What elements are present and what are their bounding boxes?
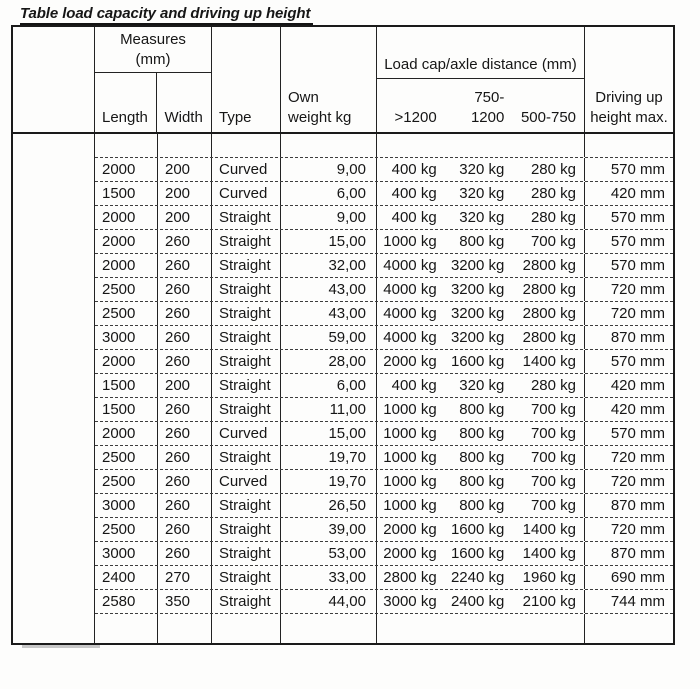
cap-750-1200-cell: 320 kg: [459, 208, 505, 226]
own-weight-cell: 33,00: [281, 566, 377, 589]
length-cell: 2500: [95, 518, 158, 541]
cap-750-1200-cell: 800 kg: [459, 448, 505, 466]
cap-gt1200-cell: 400 kg: [391, 376, 437, 394]
driving-height-cell: 744 mm: [610, 593, 665, 610]
own-weight-cell: 26,50: [281, 494, 377, 517]
table-row: [95, 374, 673, 398]
driving-line2: height max.: [590, 109, 668, 126]
length-cell: 2000: [95, 158, 158, 181]
width-cell: 260: [158, 302, 212, 325]
table-row: [95, 206, 673, 230]
length-cell: 2500: [95, 470, 158, 493]
width-cell: 260: [158, 230, 212, 253]
width-cell: 260: [158, 494, 212, 517]
cap-750-1200-cell: 800 kg: [459, 400, 505, 418]
type-cell: Straight: [212, 326, 281, 349]
length-cell: 2000: [95, 206, 158, 229]
table-row: [95, 230, 673, 254]
cap-750-1200-cell: 1600 kg: [450, 520, 505, 538]
header-empty-cell: [13, 27, 95, 132]
driving-height-cell: 420 mm: [610, 185, 665, 202]
header-length: Length: [95, 73, 157, 132]
table-row: [95, 254, 673, 278]
length-cell: 2000: [95, 422, 158, 445]
width-cell: 350: [158, 590, 212, 613]
cap-500-750-cell: 700 kg: [530, 448, 577, 466]
table-row: [95, 302, 673, 326]
driving-height-cell: 870 mm: [610, 545, 665, 562]
length-cell: 2500: [95, 302, 158, 325]
cap-gt1200-cell: 4000 kg: [383, 280, 437, 298]
cap-750-1200-cell: 800 kg: [459, 232, 505, 250]
cap-gt1200-cell: 2000 kg: [383, 352, 437, 370]
own-weight-cell: 44,00: [281, 590, 377, 613]
cap-gt1200-cell: 2000 kg: [383, 520, 437, 538]
type-cell: Straight: [212, 254, 281, 277]
cap-500-750-cell: 280 kg: [530, 184, 577, 202]
table-row: [95, 494, 673, 518]
length-cell: 2000: [95, 350, 158, 373]
length-cell: 3000: [95, 326, 158, 349]
type-cell: Straight: [212, 374, 281, 397]
length-cell: 1500: [95, 398, 158, 421]
cap-500-750-cell: 2100 kg: [522, 592, 577, 610]
width-cell: 200: [158, 158, 212, 181]
cap-gt1200-cell: 400 kg: [391, 208, 437, 226]
cap-500-750-cell: 700 kg: [530, 496, 577, 514]
cap-gt1200-cell: 1000 kg: [383, 472, 437, 490]
cap-750-1200-cell: 2240 kg: [450, 568, 505, 586]
type-cell: Curved: [212, 470, 281, 493]
length-cell: 3000: [95, 494, 158, 517]
type-cell: Curved: [212, 182, 281, 205]
own-weight-cell: 28,00: [281, 350, 377, 373]
width-cell: 260: [158, 518, 212, 541]
type-cell: Straight: [212, 590, 281, 613]
driving-height-cell: 720 mm: [610, 473, 665, 490]
cap-gt1200-cell: 1000 kg: [383, 232, 437, 250]
length-cell: 2400: [95, 566, 158, 589]
cap-750-1200-cell: 320 kg: [459, 160, 505, 178]
measures-unit: (mm): [135, 51, 171, 68]
own-weight-cell: 32,00: [281, 254, 377, 277]
width-cell: 200: [158, 182, 212, 205]
cap-gt1200-cell: 4000 kg: [383, 328, 437, 346]
header-own-weight: [281, 27, 377, 132]
cap-500-750-cell: 700 kg: [530, 472, 577, 490]
length-cell: 2000: [95, 254, 158, 277]
width-cell: 260: [158, 326, 212, 349]
page-title: Table load capacity and driving up height: [20, 5, 313, 25]
length-cell: 1500: [95, 374, 158, 397]
cap-750-1200-cell: 2400 kg: [450, 592, 505, 610]
driving-height-cell: 570 mm: [610, 209, 665, 226]
header-measures-group: [95, 27, 212, 132]
own-weight-cell: 6,00: [281, 182, 377, 205]
cap-gt1200-cell: 4000 kg: [383, 304, 437, 322]
type-cell: Straight: [212, 350, 281, 373]
own-weight-cell: 59,00: [281, 326, 377, 349]
cap-500-750-cell: 700 kg: [530, 424, 577, 442]
type-cell: Straight: [212, 302, 281, 325]
cap-750-1200-cell: 1600 kg: [450, 544, 505, 562]
header-loadcap-group: [377, 27, 585, 132]
header-axle-750-1200: 750- 1200: [470, 89, 505, 126]
table-row: [95, 326, 673, 350]
cap-750-1200-cell: 1600 kg: [450, 352, 505, 370]
width-cell: 260: [158, 278, 212, 301]
width-cell: 260: [158, 446, 212, 469]
cap-gt1200-cell: 1000 kg: [383, 424, 437, 442]
own-weight-line2: weight kg: [288, 109, 352, 126]
table-row: [95, 518, 673, 542]
driving-height-cell: 720 mm: [610, 449, 665, 466]
cap-750-1200-cell: 3200 kg: [450, 256, 505, 274]
header-driving-height: [585, 27, 673, 132]
type-cell: Straight: [212, 542, 281, 565]
table-row: [95, 158, 673, 182]
cap-750-1200-cell: 320 kg: [459, 184, 505, 202]
type-cell: Straight: [212, 494, 281, 517]
cap-500-750-cell: 2800 kg: [522, 256, 577, 274]
own-weight-cell: 43,00: [281, 302, 377, 325]
cap-gt1200-cell: 1000 kg: [383, 400, 437, 418]
width-cell: 260: [158, 398, 212, 421]
cap-gt1200-cell: 3000 kg: [383, 592, 437, 610]
driving-height-cell: 570 mm: [610, 425, 665, 442]
type-cell: Straight: [212, 398, 281, 421]
cap-500-750-cell: 1960 kg: [522, 568, 577, 586]
width-cell: 260: [158, 350, 212, 373]
header-loadcap-label: Load cap/axle distance (mm): [377, 27, 584, 79]
driving-height-cell: 420 mm: [610, 401, 665, 418]
table-header: [13, 27, 673, 134]
table-row: [95, 398, 673, 422]
own-weight-cell: 11,00: [281, 398, 377, 421]
own-weight-cell: 53,00: [281, 542, 377, 565]
load-capacity-table: [11, 25, 675, 645]
own-weight-cell: 15,00: [281, 422, 377, 445]
cap-750-1200-cell: 320 kg: [459, 376, 505, 394]
width-cell: 200: [158, 374, 212, 397]
table-row: [95, 590, 673, 614]
driving-height-cell: 870 mm: [610, 329, 665, 346]
cap-500-750-cell: 1400 kg: [522, 352, 577, 370]
header-measures: [95, 27, 211, 73]
cap-gt1200-cell: 400 kg: [391, 160, 437, 178]
cap-500-750-cell: 1400 kg: [522, 544, 577, 562]
scan-artifact-line: [22, 645, 100, 648]
driving-height-cell: 720 mm: [610, 305, 665, 322]
length-cell: 2500: [95, 446, 158, 469]
own-weight-cell: 9,00: [281, 158, 377, 181]
own-weight-line1: Own: [288, 89, 319, 106]
cap-gt1200-cell: 1000 kg: [383, 448, 437, 466]
type-cell: Straight: [212, 518, 281, 541]
width-cell: 260: [158, 254, 212, 277]
header-type: Type: [212, 27, 281, 132]
driving-height-cell: 570 mm: [610, 257, 665, 274]
driving-height-cell: 690 mm: [610, 569, 665, 586]
own-weight-cell: 9,00: [281, 206, 377, 229]
cap-gt1200-cell: 4000 kg: [383, 256, 437, 274]
type-cell: Straight: [212, 278, 281, 301]
table-row: [95, 542, 673, 566]
empty-bottom-row: [95, 614, 673, 643]
header-axle-gt1200: >1200: [394, 109, 437, 126]
driving-height-cell: 570 mm: [610, 233, 665, 250]
cap-500-750-cell: 700 kg: [530, 232, 577, 250]
cap-gt1200-cell: 1000 kg: [383, 496, 437, 514]
cap-500-750-cell: 280 kg: [530, 160, 577, 178]
table-body: [13, 134, 673, 643]
length-cell: 1500: [95, 182, 158, 205]
cap-750-1200-cell: 800 kg: [459, 424, 505, 442]
cap-500-750-cell: 1400 kg: [522, 520, 577, 538]
type-cell: Straight: [212, 230, 281, 253]
cap-500-750-cell: 280 kg: [530, 208, 577, 226]
width-cell: 270: [158, 566, 212, 589]
cap-750-1200-cell: 3200 kg: [450, 304, 505, 322]
own-weight-cell: 43,00: [281, 278, 377, 301]
cap-gt1200-cell: 400 kg: [391, 184, 437, 202]
type-cell: Straight: [212, 206, 281, 229]
cap-500-750-cell: 2800 kg: [522, 328, 577, 346]
cap-750-1200-cell: 800 kg: [459, 472, 505, 490]
cap-500-750-cell: 2800 kg: [522, 304, 577, 322]
own-weight-cell: 39,00: [281, 518, 377, 541]
table-row: [95, 446, 673, 470]
header-axle-500-750: 500-750: [520, 109, 577, 126]
length-cell: 2580: [95, 590, 158, 613]
table-row: [95, 566, 673, 590]
driving-height-cell: 420 mm: [610, 377, 665, 394]
empty-left-column: [13, 134, 95, 643]
driving-height-cell: 570 mm: [610, 353, 665, 370]
measures-label: Measures: [120, 31, 186, 48]
own-weight-cell: 19,70: [281, 470, 377, 493]
driving-height-cell: 870 mm: [610, 497, 665, 514]
table-row: [95, 182, 673, 206]
width-cell: 260: [158, 470, 212, 493]
type-cell: Straight: [212, 446, 281, 469]
own-weight-cell: 19,70: [281, 446, 377, 469]
spacer-row: [95, 134, 673, 158]
length-cell: 2000: [95, 230, 158, 253]
cap-750-1200-cell: 3200 kg: [450, 280, 505, 298]
driving-height-cell: 720 mm: [610, 521, 665, 538]
cap-500-750-cell: 700 kg: [530, 400, 577, 418]
own-weight-cell: 6,00: [281, 374, 377, 397]
driving-height-cell: 570 mm: [610, 161, 665, 178]
cap-gt1200-cell: 2800 kg: [383, 568, 437, 586]
cap-500-750-cell: 280 kg: [530, 376, 577, 394]
length-cell: 2500: [95, 278, 158, 301]
cap-750-1200-cell: 800 kg: [459, 496, 505, 514]
length-cell: 3000: [95, 542, 158, 565]
driving-line1: Driving up: [595, 89, 663, 106]
cap-gt1200-cell: 2000 kg: [383, 544, 437, 562]
type-cell: Curved: [212, 158, 281, 181]
table-row: [95, 350, 673, 374]
header-width: Width: [164, 109, 203, 126]
own-weight-cell: 15,00: [281, 230, 377, 253]
width-cell: 260: [158, 422, 212, 445]
table-row: [95, 278, 673, 302]
width-cell: 200: [158, 206, 212, 229]
table-row: [95, 422, 673, 446]
type-cell: Curved: [212, 422, 281, 445]
type-cell: Straight: [212, 566, 281, 589]
cap-500-750-cell: 2800 kg: [522, 280, 577, 298]
cap-750-1200-cell: 3200 kg: [450, 328, 505, 346]
table-row: [95, 470, 673, 494]
driving-height-cell: 720 mm: [610, 281, 665, 298]
width-cell: 260: [158, 542, 212, 565]
